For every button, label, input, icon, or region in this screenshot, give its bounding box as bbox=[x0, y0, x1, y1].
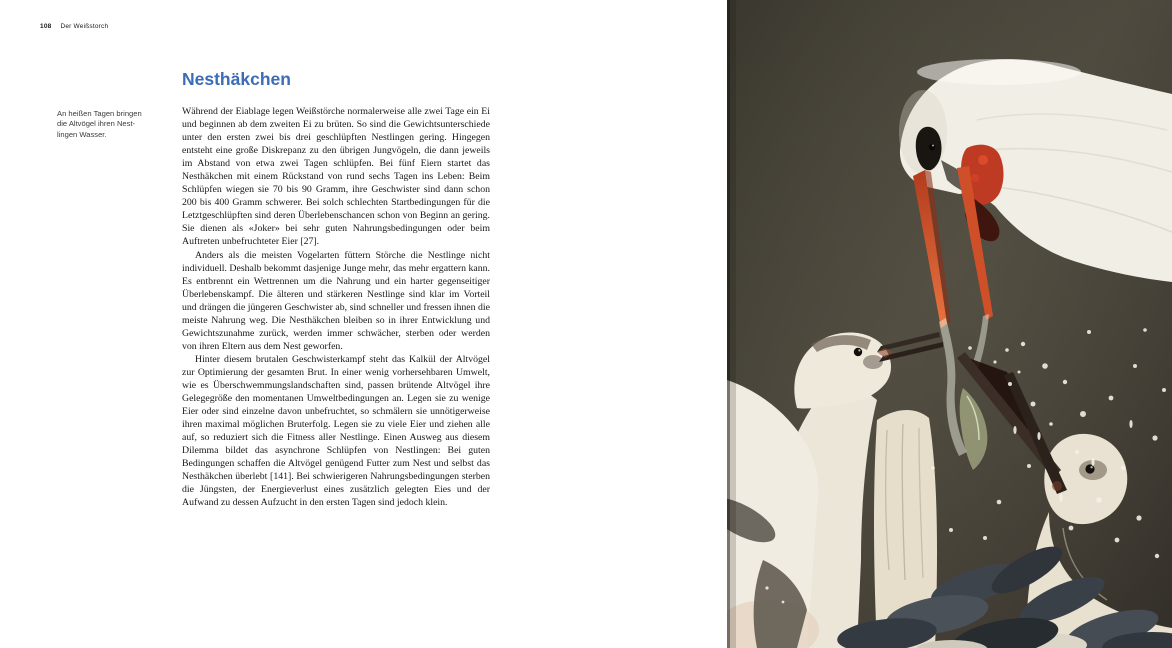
photo-page bbox=[727, 0, 1172, 648]
page-number: 108 bbox=[40, 23, 52, 30]
book-title: Der Weißstorch bbox=[60, 23, 109, 30]
running-head bbox=[40, 23, 108, 30]
photo-caption-line: die Altvögel ihren Nest- bbox=[57, 119, 136, 129]
body-paragraph-1: Während der Eiablage legen Weißstörche normalerweise alle zwei Tage ein Ei und beginnen ab dem zweiten Ei zu brüten. So sind die Gewichtsunterschiede unter den ersten zwei bis drei geschlüpften Nestlingen gering. Hingegen entsteht eine große Diskrepanz zu den übrigen Jungvögeln, die dann jeweils im Abstand von etwa zwei Tagen schlüpfen. Bei fünf Eiern startet das Nesthäkchen mit einem Rückstand von rund sechs Tagen ins Leben: Beim Schlüpfen wiegen sie 70 bis 90 Gramm, ihre Geschwister sind dann schon 200 bis 400 Gramm schwerer. Bei solch schlechten Startbedingungen für die Letztgeschlüpften sind deren Überlebenschancen schon von Beginn an gering. Sie dienen als «Joker» bei sehr guten Nahrungsbedingungen oder beim Auftreten unbefruchteter Eier [27]. bbox=[182, 106, 490, 248]
stork-photo bbox=[727, 0, 1172, 648]
section-heading: Nesthäkchen bbox=[182, 69, 291, 89]
photo-caption-line: An heißen Tagen bringen bbox=[57, 109, 142, 118]
photo-caption-line: lingen Wasser. bbox=[57, 129, 107, 139]
body-paragraph-2: Anders als die meisten Vogelarten füttern Störche die Nestlinge nicht individuell. Deshalb bekommt dasjenige Junge mehr, das mehr ergattern kann. Es entbrennt ein Wettrennen um die Nahrung und ein harter gegenseitiger Überlebenskampf. Die älteren und stärkeren Nestlinge sind klar im Vorteil und drängen die jüngeren Geschwister ab, sind schneller und fressen ihnen die meiste Nahrung weg. Die Nesthäkchen bleiben so in ihrer Entwicklung und Gewichtszunahme zurück, werden immer schwächer, sterben oder werden von ihren Eltern aus dem Nest geworfen. bbox=[182, 249, 490, 352]
gutter-shadow bbox=[727, 0, 736, 648]
body-paragraph-3: Hinter diesem brutalen Geschwisterkampf steht das Kalkül der Altvögel zur Optimierung der gesamten Brut. In einer wenig vorhersehbaren Umwelt, wie es Überschwemmungslandschaften sind, passen brütende Altvögel ihre Gelegegröße den momentanen Umweltbedingungen an. Legen sie zu wenige Eier oder sind einzelne davon unbefruchtet, so schmälern sie unnötigerweise ihren maximal möglichen Bruterfolg. Legen sie zu viele Eier und ziehen alle auf, so reduziert sich die Fitness aller Nestlinge. Einen Ausweg aus diesem Dilemma bildet das asynchrone Schlüpfen von Nestlingen: Bei guten Bedingungen schaffen die Altvögel genügend Futter zum Nest und selbst das Nesthäkchen überlebt [141]. Bei schwierigeren Nahrungsbedingungen sterben die Jüngsten, der Energieverlust eines zusätzlich gelegten Eies und der Aufwand zu dessen Aufzucht in den ersten Tagen sind jedoch klein. bbox=[182, 353, 490, 509]
photo-caption bbox=[57, 109, 182, 140]
body-text-column bbox=[182, 66, 490, 509]
